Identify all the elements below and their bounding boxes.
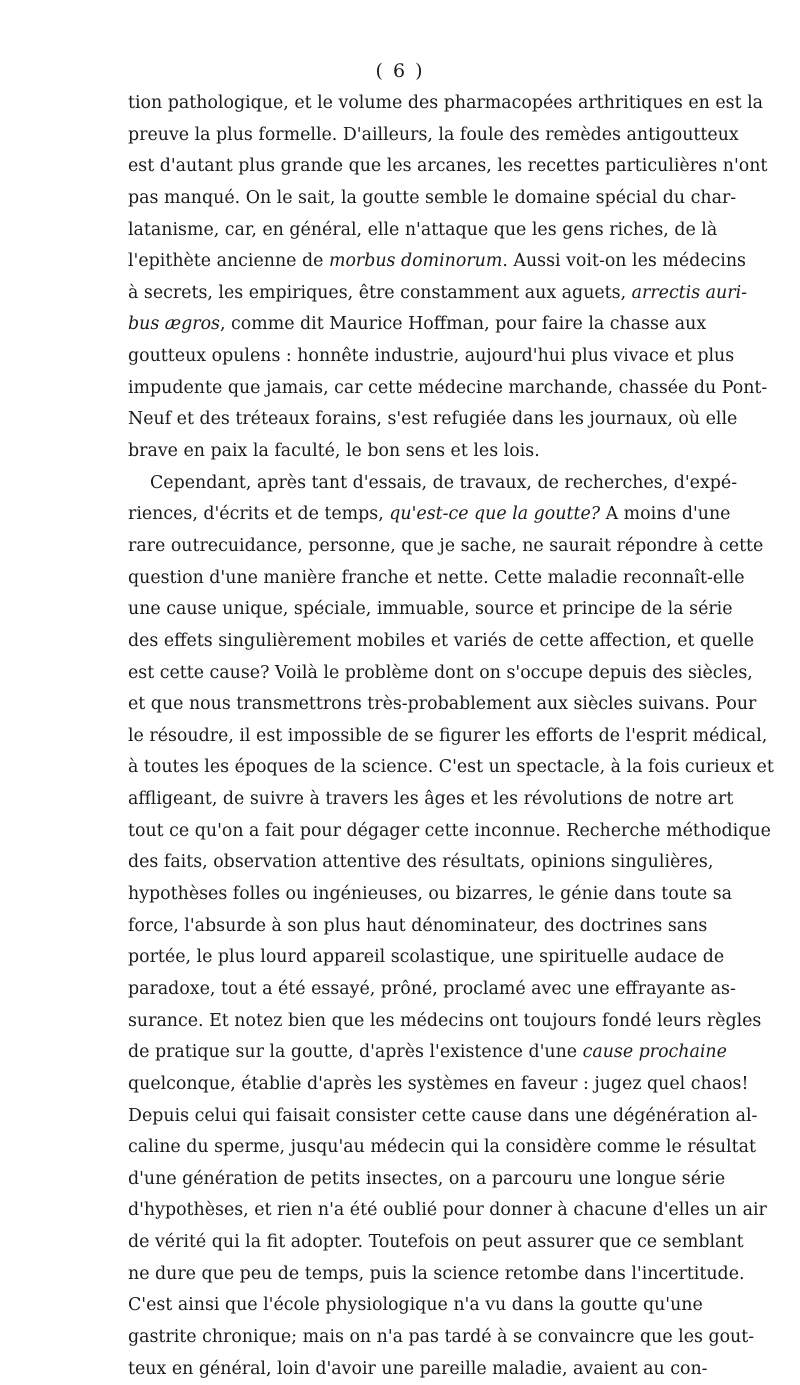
text-line: tout ce qu'on a fait pour dégager cette inconnue. Recherche méthodique bbox=[128, 820, 771, 841]
text-line: caline du sperme, jusqu'au médecin qui la considère comme le résultat bbox=[128, 1137, 756, 1158]
text-line: force, l'absurde à son plus haut dénominateur, des doctrines sans bbox=[128, 915, 708, 936]
text-line: paradoxe, tout a été essayé, prôné, proclamé avec une effrayante as- bbox=[128, 978, 736, 999]
text-line: à toutes les époques de la science. C'est un spectacle, à la fois curieux et bbox=[128, 757, 774, 778]
text-line: gastrite chronique; mais on n'a pas tardé à se convaincre que les gout- bbox=[128, 1326, 755, 1347]
text-line: bus ægros, comme dit Maurice Hoffman, pour faire la chasse aux bbox=[128, 314, 707, 335]
text-line: surance. Et notez bien que les médecins ont toujours fondé leurs règles bbox=[128, 1010, 762, 1031]
body-text bbox=[128, 88, 774, 1385]
text-line: hypothèses folles ou ingénieuses, ou bizarres, le génie dans toute sa bbox=[128, 884, 733, 905]
text-line: de vérité qui la fit adopter. Toutefois on peut assurer que ce semblant bbox=[128, 1232, 744, 1253]
text-line: quelconque, établie d'après les systèmes en faveur : jugez quel chaos! bbox=[128, 1073, 749, 1094]
text-line: preuve la plus formelle. D'ailleurs, la foule des remèdes antigoutteux bbox=[128, 124, 739, 145]
text-line: question d'une manière franche et nette. Cette maladie reconnaît-elle bbox=[128, 567, 745, 588]
text-line: affligeant, de suivre à travers les âges et les révolutions de notre art bbox=[128, 789, 734, 810]
text-line: le résoudre, il est impossible de se figurer les efforts de l'esprit médical, bbox=[128, 725, 768, 746]
text-line: des effets singulièrement mobiles et variés de cette affection, et quelle bbox=[128, 630, 755, 651]
text-line: est cette cause? Voilà le problème dont on s'occupe depuis des siècles, bbox=[128, 662, 753, 683]
text-line: Neuf et des tréteaux forains, s'est refugiée dans les journaux, où elle bbox=[128, 409, 738, 430]
text-line: tion pathologique, et le volume des pharmacopées arthritiques en est la bbox=[128, 93, 764, 113]
text-line: C'est ainsi que l'école physiologique n'a vu dans la goutte qu'une bbox=[128, 1295, 703, 1316]
text-line: portée, le plus lourd appareil scolastique, une spirituelle audace de bbox=[128, 947, 725, 968]
text-line: rare outrecuidance, personne, que je sache, ne saurait répondre à cette bbox=[128, 535, 764, 556]
text-line: brave en paix la faculté, le bon sens et les lois. bbox=[128, 441, 540, 462]
page-number: ( 6 ) bbox=[375, 60, 425, 82]
text-line: ne dure que peu de temps, puis la science retombe dans l'incertitude. bbox=[128, 1263, 745, 1284]
text-line: goutteux opulens : honnête industrie, aujourd'hui plus vivace et plus bbox=[128, 346, 735, 367]
text-line: impudente que jamais, car cette médecine marchande, chassée du Pont- bbox=[128, 377, 768, 398]
text-line: pas manqué. On le sait, la goutte semble le domaine spécial du char- bbox=[128, 187, 737, 208]
text-line: l'epithète ancienne de morbus dominorum. Aussi voit-on les médecins bbox=[128, 251, 746, 272]
text-line: est d'autant plus grande que les arcanes, les recettes particulières n'ont bbox=[128, 156, 768, 177]
text-line: latanisme, car, en général, elle n'attaque que les gens riches, de là bbox=[128, 219, 718, 240]
text-line: à secrets, les empiriques, être constamment aux aguets, arrectis auri- bbox=[128, 282, 748, 303]
text-line: de pratique sur la goutte, d'après l'existence d'une cause prochaine bbox=[128, 1042, 727, 1063]
text-line: et que nous transmettrons très-probablement aux siècles suivans. Pour bbox=[128, 694, 757, 715]
text-line: d'hypothèses, et rien n'a été oublié pour donner à chacune d'elles un air bbox=[128, 1200, 767, 1221]
text-line: des faits, observation attentive des résultats, opinions singulières, bbox=[128, 852, 714, 873]
text-line: Depuis celui qui faisait consister cette cause dans une dégénération al- bbox=[128, 1105, 758, 1126]
text-line: riences, d'écrits et de temps, qu'est-ce que la goutte? A moins d'une bbox=[128, 504, 731, 525]
text-line: Cependant, après tant d'essais, de travaux, de recherches, d'expé- bbox=[150, 472, 738, 493]
text-line: d'une génération de petits insectes, on a parcouru une longue série bbox=[128, 1168, 726, 1189]
text-line: une cause unique, spéciale, immuable, source et principe de la série bbox=[128, 599, 733, 620]
text-line: teux en général, loin d'avoir une pareille maladie, avaient au con- bbox=[128, 1358, 708, 1379]
